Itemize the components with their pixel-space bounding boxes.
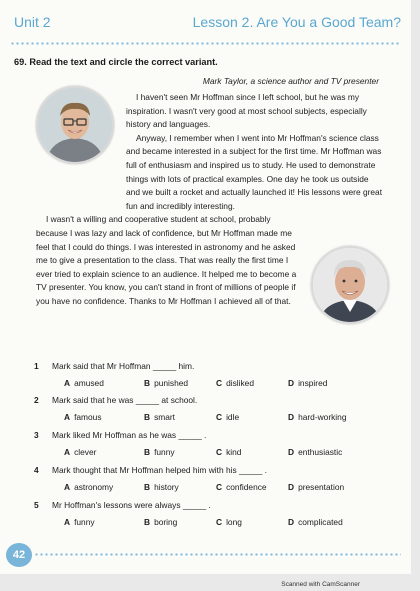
question-2: 2 Mark said that he was _____ at school.	[34, 395, 198, 405]
option[interactable]: B punished	[144, 378, 189, 388]
option[interactable]: A astronomy	[64, 482, 114, 492]
option[interactable]: B smart	[144, 412, 175, 422]
option[interactable]: B history	[144, 482, 179, 492]
lesson-title: Lesson 2. Are You a Good Team?	[192, 14, 401, 30]
option[interactable]: D inspired	[288, 378, 328, 388]
option[interactable]: C idle	[216, 412, 240, 422]
paragraph-2: Anyway, I remember when I went into Mr Hoffman's science class and became interested in a subject for the first time. Mr Hoffman was full of enthusiasm and inspired us to study. He used to demonstrate things with lots of practical examples. One day he took us outside and we built a rocket and actually launched it! His lessons were great fun and incredibly interesting.	[126, 132, 383, 211]
page-header	[14, 6, 401, 32]
option[interactable]: A amused	[64, 378, 104, 388]
option[interactable]: C long	[216, 517, 242, 527]
question-5: 5 Mr Hoffman's lessons were always _____ .	[34, 500, 211, 510]
option[interactable]: A famous	[64, 412, 102, 422]
question-text: Mark said that Mr Hoffman _____ him.	[52, 361, 195, 371]
option[interactable]: B funny	[144, 447, 175, 457]
option[interactable]: B boring	[144, 517, 178, 527]
option[interactable]: D hard-working	[288, 412, 347, 422]
question-4: 4 Mark thought that Mr Hoffman helped him with his _____ .	[34, 465, 267, 475]
question-1: 1 Mark said that Mr Hoffman _____ him.	[34, 361, 195, 371]
task-title: 69. Read the text and circle the correct variant.	[14, 57, 218, 67]
reading-text	[36, 91, 382, 309]
option[interactable]: D enthusiastic	[288, 447, 343, 457]
option[interactable]: C confidence	[216, 482, 267, 492]
paragraph-1: I haven't seen Mr Hoffman since I left school, but he was my inspiration. I wasn't very good at most school subjects, especially history and languages.	[126, 92, 367, 130]
option[interactable]: D presentation	[288, 482, 345, 492]
option[interactable]: A funny	[64, 517, 95, 527]
question-text: Mark thought that Mr Hoffman helped him with his _____ .	[52, 465, 267, 475]
header-divider	[10, 42, 401, 45]
question-text: Mark said that he was _____ at school.	[52, 395, 198, 405]
option[interactable]: C kind	[216, 447, 242, 457]
author-line: Mark Taylor, a science author and TV presenter	[202, 76, 379, 86]
question-text: Mr Hoffman's lessons were always _____ .	[52, 500, 211, 510]
option[interactable]: D complicated	[288, 517, 343, 527]
option[interactable]: A clever	[64, 447, 97, 457]
unit-label: Unit 2	[14, 14, 51, 30]
option[interactable]: C disliked	[216, 378, 254, 388]
paragraph-3: I wasn't a willing and cooperative student at school, probably because I was lazy and lack of confidence, but Mr Hoffman made me feel that I could do things. I was interested in astronomy and he asked me to give a presentation to the class. That was really the first time I ever tried to explain science to an audience. It helped me to become a TV presenter. You know, you can't stand in front of millions of people if you have no confidence. Thanks to Mr Hoffman I achieved all of that.	[36, 214, 297, 306]
scanner-watermark: Scanned with CamScanner	[281, 581, 360, 588]
question-text: Mark liked Mr Hoffman as he was _____ .	[52, 430, 207, 440]
question-3: 3 Mark liked Mr Hoffman as he was _____ .	[34, 430, 207, 440]
page-number: 42	[6, 543, 32, 567]
footer-divider	[34, 553, 401, 556]
